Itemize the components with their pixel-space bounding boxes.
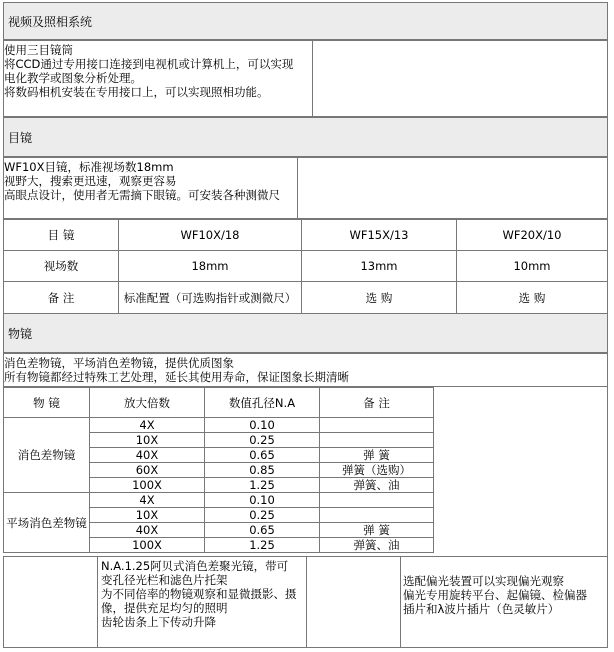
eyepiece-row-label: 目 镜	[3, 219, 119, 251]
table-right-border	[607, 387, 608, 557]
objective-note: 弹 簧	[320, 523, 434, 538]
section-video-title: 视频及照相系统	[8, 14, 93, 29]
objective-note	[320, 508, 434, 523]
objective-note	[320, 418, 434, 433]
column-divider	[306, 556, 307, 648]
objective-mag: 10X	[90, 508, 205, 523]
condenser-line: 为不同倍率的物镜观察和显微摄影、摄	[101, 587, 297, 601]
objective-text-block	[4, 356, 349, 384]
eyepiece-field: 10mm	[456, 250, 608, 282]
video-line: 使用三目镜筒	[4, 43, 73, 57]
section-objective-title: 物镜	[8, 326, 33, 341]
objective-mag: 100X	[90, 538, 205, 553]
eyepiece-line: WF10X目镜，标准视场数18mm	[4, 160, 174, 174]
objective-na: 0.85	[205, 463, 320, 478]
video-text-block	[4, 43, 293, 99]
video-line: 将数码相机安装在专用接口上，可以实现照相功能。	[4, 85, 269, 99]
section-video-header	[3, 2, 608, 40]
objective-na: 0.65	[205, 448, 320, 463]
objective-note: 弹 簧	[320, 448, 434, 463]
objective-na: 0.65	[205, 523, 320, 538]
objective-header-cell: 放大倍数	[90, 388, 205, 418]
eyepiece-row-label: 备 注	[3, 281, 119, 314]
objective-group-name: 平场消色差物镜	[4, 493, 90, 553]
objective-note	[320, 493, 434, 508]
objective-header-cell: 数值孔径N.A	[205, 388, 320, 418]
column-divider	[312, 40, 313, 117]
objective-header-cell: 物 镜	[4, 388, 90, 418]
objective-mag: 40X	[90, 523, 205, 538]
eyepiece-line: 高眼点设计，使用者无需摘下眼镜。可安装各种测微尺	[4, 188, 280, 202]
objective-na: 0.10	[205, 418, 320, 433]
objective-line: 所有物镜都经过特殊工艺处理，延长其使用寿命，保证图象长期清晰	[4, 370, 349, 384]
section-objective-header	[3, 313, 608, 353]
objective-mag: 40X	[90, 448, 205, 463]
objective-group-name: 消色差物镜	[4, 418, 90, 493]
section-eyepiece-title: 目镜	[8, 130, 33, 145]
objective-mag: 100X	[90, 478, 205, 493]
polarizer-line: 偏光专用旋转平台、起偏镜、检偏器	[403, 588, 587, 602]
objective-mag: 60X	[90, 463, 205, 478]
condenser-line: 变孔径光栏和滤色片托架	[101, 573, 228, 587]
polarizer-line: 选配偏光装置可以实现偏光观察	[403, 574, 564, 588]
polarizer-line: 插片和λ波片插片（色灵敏片）	[403, 602, 560, 616]
eyepiece-model: WF10X/18	[118, 219, 302, 251]
objective-mag: 4X	[90, 493, 205, 508]
section-eyepiece-header	[3, 117, 608, 157]
column-divider	[97, 556, 98, 648]
objective-na: 1.25	[205, 478, 320, 493]
condenser-line: N.A.1.25阿贝式消色差聚光镜，带可	[101, 559, 289, 573]
objective-row	[4, 493, 434, 508]
condenser-line: 齿轮齿条上下传动升降	[101, 615, 216, 629]
video-line: 将CCD通过专用接口连接到电视机或计算机上，可以实现	[4, 57, 294, 71]
eyepiece-text-block	[4, 160, 280, 202]
objective-header-cell: 备 注	[320, 388, 434, 418]
objective-na: 1.25	[205, 538, 320, 553]
eyepiece-row-label: 视场数	[3, 250, 119, 282]
objective-na: 0.25	[205, 433, 320, 448]
objective-na: 0.25	[205, 508, 320, 523]
eyepiece-model: WF20X/10	[456, 219, 608, 251]
objective-mag: 4X	[90, 418, 205, 433]
objective-mag: 10X	[90, 433, 205, 448]
objective-table	[3, 387, 434, 553]
objective-note: 弹簧、油	[320, 478, 434, 493]
objective-line: 消色差物镜，平场消色差物镜，提供优质图象	[4, 356, 234, 370]
column-divider	[400, 556, 401, 648]
eyepiece-line: 视野大，搜索更迅速，观察更容易	[4, 174, 177, 188]
polarizer-text-block	[403, 574, 587, 616]
eyepiece-field: 18mm	[118, 250, 302, 282]
eyepiece-field: 13mm	[301, 250, 457, 282]
column-divider	[297, 157, 298, 219]
objective-note	[320, 433, 434, 448]
objective-na: 0.10	[205, 493, 320, 508]
eyepiece-note: 标准配置（可选购指针或测微尺）	[118, 281, 302, 314]
eyepiece-note: 选 购	[301, 281, 457, 314]
video-line: 电化教学或图象分析处理。	[4, 71, 142, 85]
eyepiece-model: WF15X/13	[301, 219, 457, 251]
objective-note: 弹簧（选购）	[320, 463, 434, 478]
objective-note: 弹簧、油	[320, 538, 434, 553]
objective-row	[4, 418, 434, 433]
eyepiece-note: 选 购	[456, 281, 608, 314]
condenser-text-block	[101, 559, 297, 629]
condenser-line: 像，提供充足均匀的照明	[101, 601, 228, 615]
